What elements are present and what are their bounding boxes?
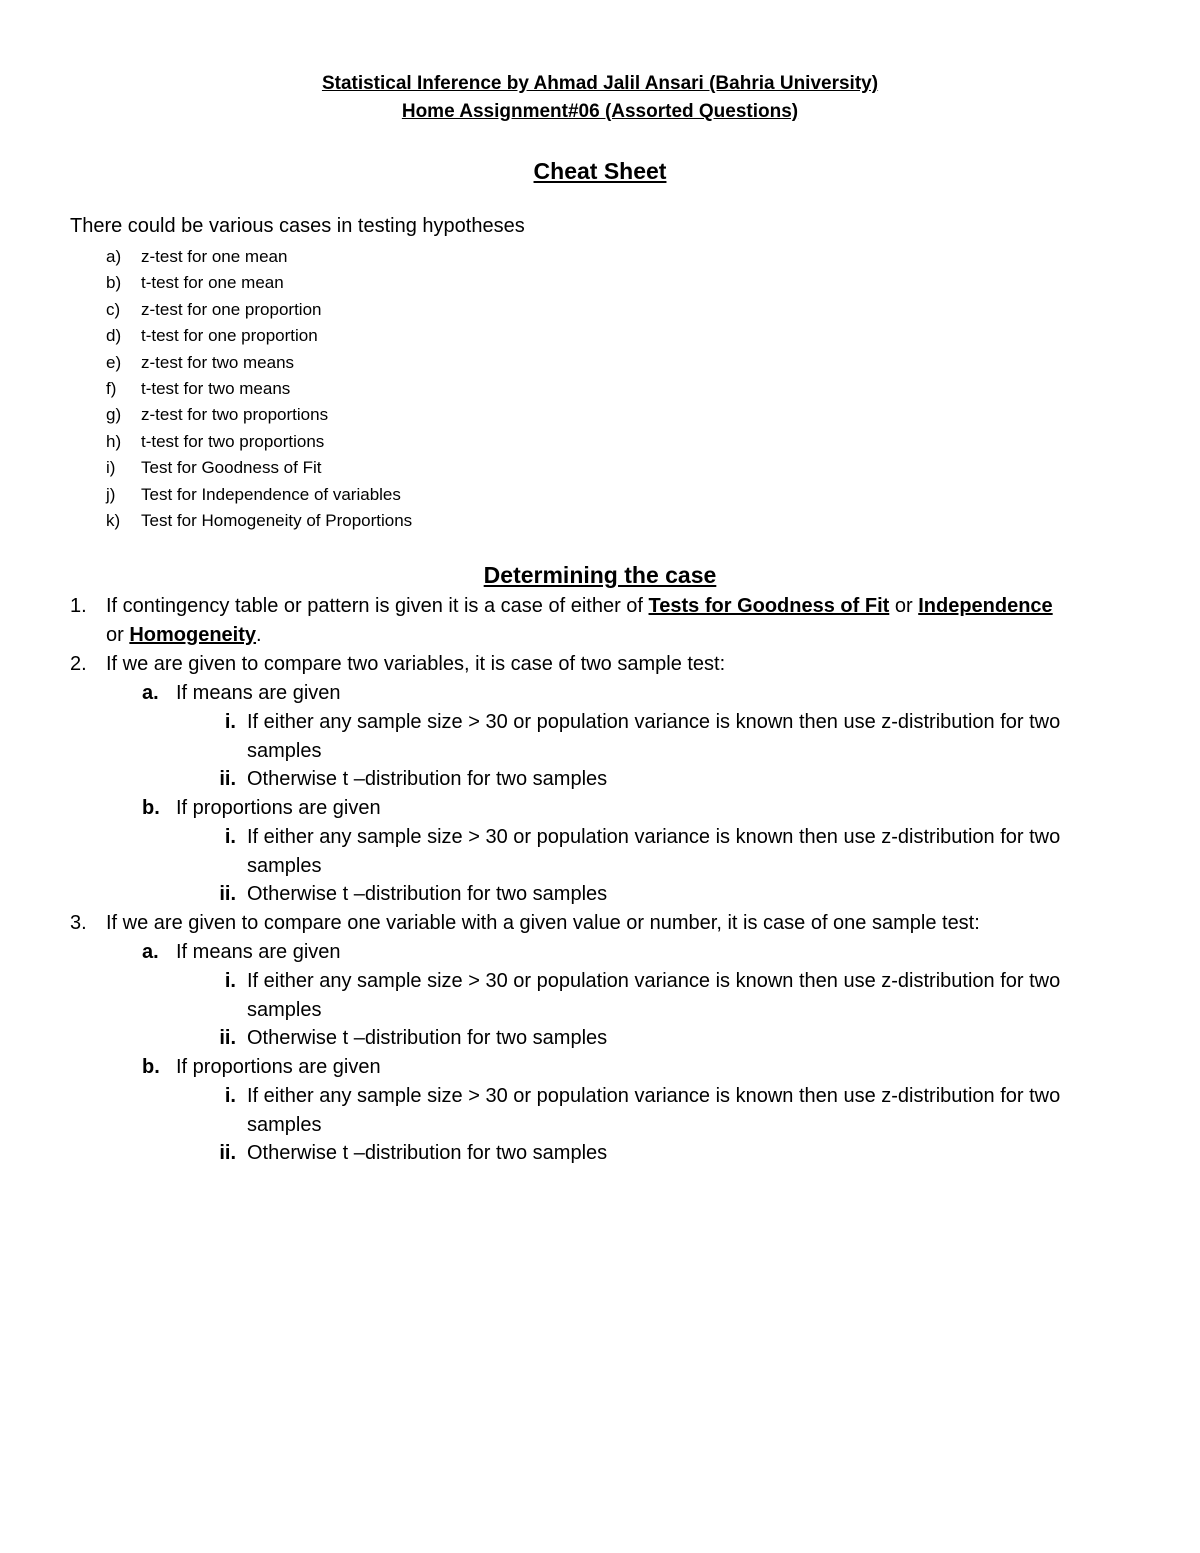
assignment-title: Home Assignment#06 (Assorted Questions)	[401, 101, 799, 122]
cheat-sheet-heading: Cheat Sheet	[533, 158, 667, 184]
roman-label: i.	[224, 970, 236, 992]
case-letter: i)	[106, 458, 116, 478]
item-3-text: If we are given to compare one variable with a given value or number, it is case of one sample test:	[106, 912, 980, 934]
roman-label: i.	[224, 826, 236, 848]
roman-label: ii.	[219, 883, 236, 905]
item-number: 2.	[70, 653, 87, 675]
case-text: z-test for two means	[141, 352, 295, 372]
case-text: Test for Goodness of Fit	[141, 458, 322, 478]
sub-text: If proportions are given	[176, 1056, 381, 1078]
case-text: t-test for two proportions	[141, 431, 325, 451]
roman-text: Otherwise t –distribution for two samples	[247, 768, 608, 790]
roman-label: i.	[224, 711, 236, 733]
or-text: or	[889, 595, 919, 617]
item-2-text: If we are given to compare two variables, it is case of two sample test:	[106, 653, 726, 675]
roman-text: Otherwise t –distribution for two samples	[247, 1027, 608, 1049]
case-text: z-test for one mean	[141, 247, 288, 266]
sub-text: If means are given	[176, 941, 341, 963]
goodness-of-fit-term: Tests for Goodness of Fit	[648, 595, 890, 617]
roman-text: Otherwise t –distribution for two samples	[247, 883, 608, 905]
sub-label: a.	[142, 941, 159, 963]
roman-label: ii.	[219, 1027, 236, 1049]
case-letter: k)	[106, 510, 121, 530]
case-text: Test for Homogeneity of Proportions	[141, 510, 413, 530]
roman-text: If either any sample size > 30 or population variance is known then use z-distribution for two samples	[247, 1085, 1061, 1136]
case-text: t-test for one proportion	[141, 326, 318, 346]
sub-label: a.	[142, 682, 159, 704]
homogeneity-term: Homogeneity	[129, 624, 257, 646]
item-1-lead: If contingency table or pattern is given it is a case of either of	[106, 595, 649, 617]
independence-term: Independence	[918, 595, 1053, 617]
case-text: z-test for one proportion	[141, 299, 322, 319]
roman-text: If either any sample size > 30 or population variance is known then use z-distribution for two samples	[247, 711, 1061, 762]
case-text: t-test for two means	[141, 378, 291, 398]
item-number: 1.	[70, 595, 87, 617]
case-letter: j)	[106, 484, 116, 504]
roman-text: If either any sample size > 30 or population variance is known then use z-distribution for two samples	[247, 826, 1061, 877]
roman-text: Otherwise t –distribution for two samples	[247, 1142, 608, 1164]
case-text: t-test for one mean	[141, 273, 284, 293]
case-letter: f)	[106, 378, 117, 398]
case-letter: h)	[106, 431, 122, 451]
case-letter: e)	[106, 352, 122, 372]
determining-case-heading: Determining the case	[483, 562, 717, 588]
case-letter: g)	[106, 405, 122, 425]
case-text: z-test for two proportions	[141, 405, 329, 425]
sub-label: b.	[142, 1056, 160, 1078]
or-text: or	[106, 624, 130, 646]
roman-label: ii.	[219, 1142, 236, 1164]
case-letter: b)	[106, 273, 122, 293]
course-title: Statistical Inference by Ahmad Jalil Ansari (Bahria University)	[321, 73, 879, 94]
case-letter: d)	[106, 326, 122, 346]
case-letter: a)	[106, 247, 122, 266]
item-1-text	[106, 592, 1116, 621]
roman-label: i.	[224, 1085, 236, 1107]
sub-text: If proportions are given	[176, 797, 381, 819]
intro-text: There could be various cases in testing hypotheses	[70, 215, 525, 237]
roman-label: ii.	[219, 768, 236, 790]
item-number: 3.	[70, 912, 87, 934]
item-1-continued	[106, 621, 1116, 650]
case-letter: c)	[106, 299, 121, 319]
sub-label: b.	[142, 797, 160, 819]
sub-text: If means are given	[176, 682, 341, 704]
case-text: Test for Independence of variables	[141, 484, 401, 504]
period: .	[256, 624, 262, 646]
roman-text: If either any sample size > 30 or population variance is known then use z-distribution for two samples	[247, 970, 1061, 1021]
